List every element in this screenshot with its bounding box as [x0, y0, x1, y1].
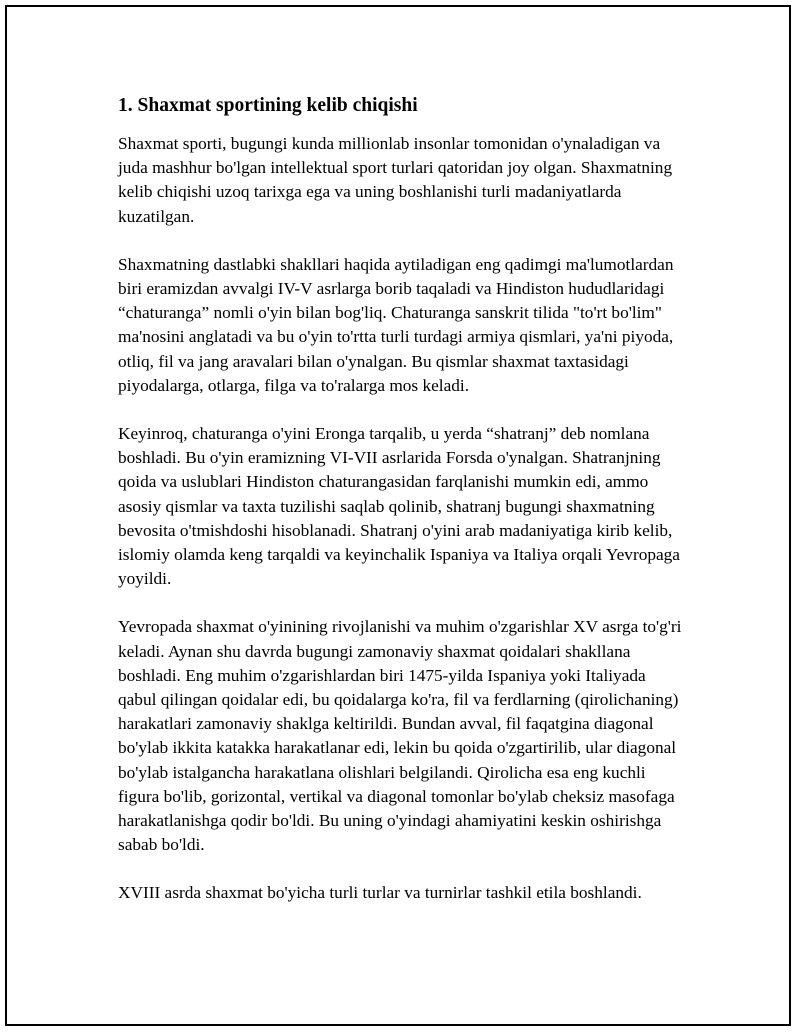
paragraph-1: Shaxmat sporti, bugungi kunda millionlab insonlar tomonidan o'ynaladigan va juda mashhur bo'lgan intellektual sport turlari qatoridan joy olgan. Shaxmatning kelib chiqishi uzoq tarixga ega va uning boshlanishi turli madaniyatlarda kuzatilgan.: [118, 134, 673, 226]
paragraph-5: XVIII asrda shaxmat bo'yicha turli turlar va turnirlar tashkil etila boshlandi.: [118, 883, 642, 903]
paragraph-2: Shaxmatning dastlabki shakllari haqida aytiladigan eng qadimgi ma'lumotlardan biri eramizdan avvalgi IV-V asrlarga borib taqaladi va Hindiston hududlaridagi “chaturanga” nomli o'yin bilan bog'liq. Chaturanga sanskrit tilida "to'rt bo'lim" ma'nosini anglatadi va bu o'yin to'rtta turli turdagi armiya qismlari, ya'ni piyoda, otliq, fil va jang aravalari bilan o'ynalgan. Bu qismlar shaxmat taxtasidagi piyodalarga, otlarga, filga va to'ralarga mos keladi.: [118, 254, 674, 395]
paragraph-3: Keyinroq, chaturanga o'yini Eronga tarqalib, u yerda “shatranj” deb nomlana boshladi. Bu o'yin eramizning VI-VII asrlarida Forsda o'ynalgan. Shatranjning qoida va uslublari Hindiston chaturangasidan farqlanishi mumkin edi, ammo asosiy qismlar va taxta tuzilishi saqlab qolinib, shatranj bugungi shaxmatning bevosita o'tmishdoshi hisoblanadi. Shatranj o'yini arab madaniyatiga kirib kelib, islomiy olamda keng tarqaldi va keyinchalik Ispaniya va Italiya orqali Yevropaga yoyildi.: [118, 424, 680, 589]
paragraph-4: Yevropada shaxmat o'yinining rivojlanishi va muhim o'zgarishlar XV asrga to'g'ri keladi. Aynan shu davrda bugungi zamonaviy shaxmat qoidalari shakllana boshladi. Eng muhim o'zgarishlardan biri 1475-yilda Ispaniya yoki Italiyada qabul qilingan qoidalar edi, bu qoidalarga ko'ra, fil va ferdlarning (qirolichaning) harakatlari zamonaviy shaklga keltirildi. Bundan avval, fil faqatgina diagonal bo'ylab ikkita katakka harakatlanar edi, lekin bu qoida o'zgartirilib, ular diagonal bo'ylab istalgancha harakatlana olishlari belgilandi. Qirolicha esa eng kuchli figura bo'lib, gorizontal, vertikal va diagonal tomonlar bo'ylab cheksiz masofaga harakatlanishga qodir bo'ldi. Bu uning o'yindagi ahamiyatini keskin oshirishga sabab bo'ldi.: [118, 617, 682, 855]
section-heading: 1. Shaxmat sportining kelib chiqishi: [118, 95, 418, 116]
document-body: [118, 92, 688, 930]
